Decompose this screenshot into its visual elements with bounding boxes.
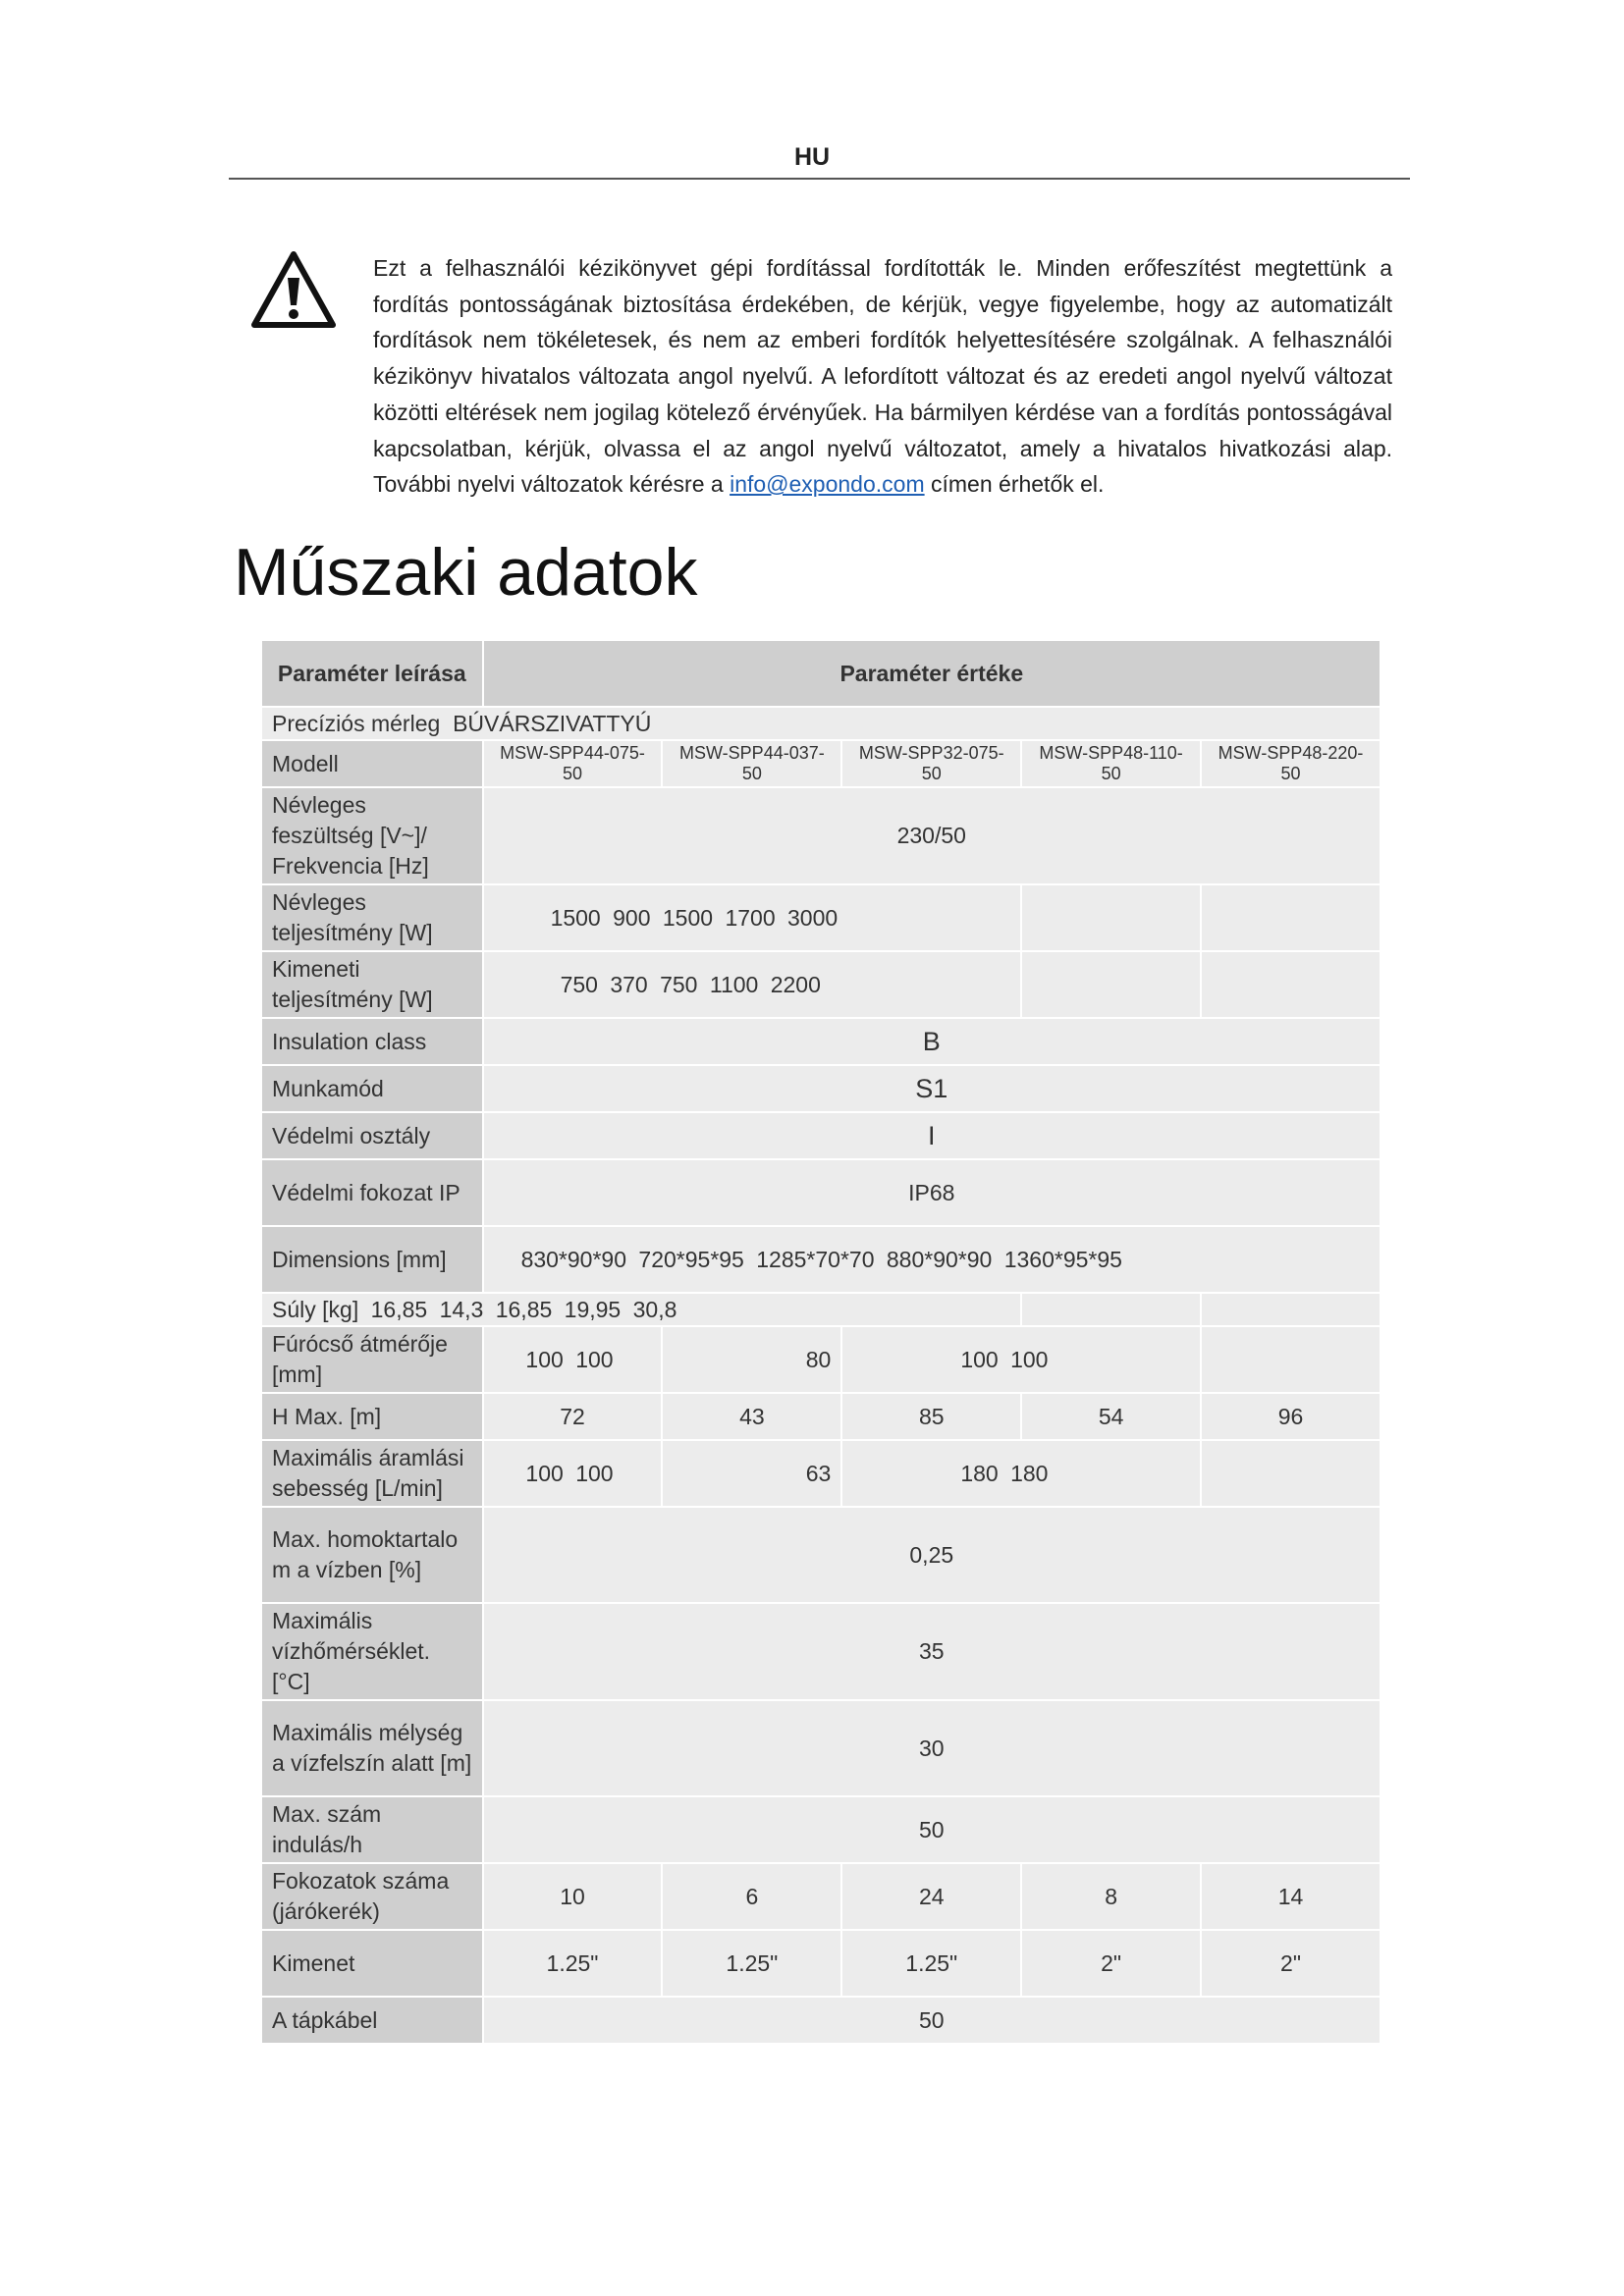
row-label: Fokozatok száma (járókerék) bbox=[262, 1864, 482, 1929]
row-label: Fúrócső átmérője [mm] bbox=[262, 1327, 482, 1392]
pipe-values-c bbox=[842, 1327, 1200, 1392]
model-cell: MSW-SPP44-037-50 bbox=[663, 741, 840, 786]
model-cell: MSW-SPP32-075-50 bbox=[842, 741, 1020, 786]
hmax-value: 43 bbox=[663, 1394, 840, 1439]
cable-value: 50 bbox=[484, 1998, 1380, 2043]
table-header-row bbox=[262, 641, 1380, 706]
value-item: 100 bbox=[960, 1346, 999, 1372]
empty-cell bbox=[1202, 1294, 1380, 1325]
value-item: 750 bbox=[660, 971, 698, 997]
value-item: 100 bbox=[525, 1460, 564, 1486]
model-cell: MSW-SPP44-075-50 bbox=[484, 741, 662, 786]
table-row bbox=[262, 708, 1380, 739]
table-row bbox=[262, 1797, 1380, 1862]
power-values bbox=[484, 885, 1021, 950]
row-label: Maximális áramlási sebesség [L/min] bbox=[262, 1441, 482, 1506]
table-row bbox=[262, 885, 1380, 950]
value-item: 2200 bbox=[770, 971, 821, 997]
stages-value: 10 bbox=[484, 1864, 662, 1929]
table-row bbox=[262, 1508, 1380, 1602]
flow-value-b: 63 bbox=[663, 1441, 840, 1506]
empty-cell bbox=[1202, 1441, 1380, 1506]
outlet-value: 1.25" bbox=[842, 1931, 1020, 1996]
empty-cell bbox=[1022, 1294, 1200, 1325]
value-item: 14,3 bbox=[439, 1296, 484, 1322]
row-label: Insulation class bbox=[262, 1019, 482, 1064]
model-cell: MSW-SPP48-220-50 bbox=[1202, 741, 1380, 786]
pipe-value-b: 80 bbox=[663, 1327, 840, 1392]
table-row bbox=[262, 1701, 1380, 1795]
table-row bbox=[262, 1931, 1380, 1996]
table-row bbox=[262, 1327, 1380, 1392]
row-label: H Max. [m] bbox=[262, 1394, 482, 1439]
value-item: 1360*95*95 bbox=[1003, 1246, 1122, 1272]
value-item: 1100 bbox=[709, 971, 759, 997]
table-row bbox=[262, 1227, 1380, 1292]
header-param: Paraméter leírása bbox=[262, 641, 482, 706]
hmax-value: 96 bbox=[1202, 1394, 1380, 1439]
ip-value: IP68 bbox=[484, 1160, 1380, 1225]
stages-value: 8 bbox=[1022, 1864, 1200, 1929]
value-item: 100 bbox=[525, 1346, 564, 1372]
table-row bbox=[262, 1019, 1380, 1064]
row-label: Maximális mélység a vízfelszín alatt [m] bbox=[262, 1701, 482, 1795]
table-row bbox=[262, 1394, 1380, 1439]
sand-value: 0,25 bbox=[484, 1508, 1380, 1602]
row-label: Maximális vízhőmérséklet. [°C] bbox=[262, 1604, 482, 1699]
table-row bbox=[262, 1294, 1380, 1325]
value-item: 16,85 bbox=[495, 1296, 553, 1322]
row-label: Kimeneti teljesítmény [W] bbox=[262, 952, 482, 1017]
hmax-value: 72 bbox=[484, 1394, 662, 1439]
table-row bbox=[262, 788, 1380, 883]
product-cell bbox=[262, 708, 1380, 739]
table-row bbox=[262, 741, 1380, 786]
value-item: 180 bbox=[960, 1460, 999, 1486]
row-label: Max. szám indulás/h bbox=[262, 1797, 482, 1862]
header-language: HU bbox=[793, 143, 831, 171]
pipe-values-a bbox=[484, 1327, 662, 1392]
hmax-value: 85 bbox=[842, 1394, 1020, 1439]
value-item: 830*90*90 bbox=[520, 1246, 627, 1272]
value-item: 370 bbox=[610, 971, 648, 997]
table-row bbox=[262, 1113, 1380, 1158]
notice-text-end: címen érhetők el. bbox=[931, 471, 1105, 498]
model-cell: MSW-SPP48-110-50 bbox=[1022, 741, 1200, 786]
row-label: Kimenet bbox=[262, 1931, 482, 1996]
weight-cell bbox=[262, 1294, 1020, 1325]
row-label: Modell bbox=[262, 741, 482, 786]
stages-value: 24 bbox=[842, 1864, 1020, 1929]
row-label: Dimensions [mm] bbox=[262, 1227, 482, 1292]
table-row bbox=[262, 1864, 1380, 1929]
row-label: Védelmi fokozat IP bbox=[262, 1160, 482, 1225]
mode-value: S1 bbox=[484, 1066, 1380, 1111]
depth-value: 30 bbox=[484, 1701, 1380, 1795]
product-value: BÚVÁRSZIVATTYÚ bbox=[453, 710, 652, 736]
table-row bbox=[262, 952, 1380, 1017]
table-row bbox=[262, 1604, 1380, 1699]
product-label: Precíziós mérleg bbox=[272, 710, 441, 736]
flow-values-c bbox=[842, 1441, 1200, 1506]
value-item: 750 bbox=[560, 971, 598, 997]
page-title: Műszaki adatok bbox=[234, 535, 698, 610]
value-item: 30,8 bbox=[632, 1296, 677, 1322]
value-item: 100 bbox=[1010, 1346, 1049, 1372]
empty-cell bbox=[1202, 885, 1380, 950]
temperature-value: 35 bbox=[484, 1604, 1380, 1699]
value-item: 3000 bbox=[787, 904, 839, 931]
row-label: Munkamód bbox=[262, 1066, 482, 1111]
value-item: 900 bbox=[613, 904, 651, 931]
value-item: 1500 bbox=[662, 904, 714, 931]
row-label: Max. homoktartalo m a vízben [%] bbox=[262, 1508, 482, 1602]
dimension-values bbox=[484, 1227, 1380, 1292]
table-row bbox=[262, 1441, 1380, 1506]
stages-value: 6 bbox=[663, 1864, 840, 1929]
outlet-value: 1.25" bbox=[663, 1931, 840, 1996]
table-row bbox=[262, 1998, 1380, 2043]
value-item: 1700 bbox=[725, 904, 776, 931]
hmax-value: 54 bbox=[1022, 1394, 1200, 1439]
warning-icon bbox=[250, 250, 337, 329]
email-link[interactable]: info@expondo.com bbox=[730, 471, 925, 498]
starts-value: 50 bbox=[484, 1797, 1380, 1862]
empty-cell bbox=[1022, 885, 1200, 950]
row-label: A tápkábel bbox=[262, 1998, 482, 2043]
row-label: Névleges teljesítmény [W] bbox=[262, 885, 482, 950]
value-item: 180 bbox=[1010, 1460, 1049, 1486]
insulation-value: B bbox=[484, 1019, 1380, 1064]
table-row bbox=[262, 1066, 1380, 1111]
stages-value: 14 bbox=[1202, 1864, 1380, 1929]
outlet-value: 1.25" bbox=[484, 1931, 662, 1996]
value-item: 1285*70*70 bbox=[756, 1246, 875, 1272]
flow-values-a bbox=[484, 1441, 662, 1506]
outlet-value: 2" bbox=[1202, 1931, 1380, 1996]
value-item: 100 bbox=[575, 1346, 614, 1372]
spec-table bbox=[260, 639, 1381, 2045]
value-item: 880*90*90 bbox=[886, 1246, 993, 1272]
value-item: 720*95*95 bbox=[638, 1246, 744, 1272]
row-label: Névleges feszültség [V~]/ Frekvencia [Hz] bbox=[262, 788, 482, 883]
header-rule bbox=[229, 178, 1410, 180]
table-row bbox=[262, 1160, 1380, 1225]
row-label: Súly [kg] bbox=[272, 1296, 359, 1322]
translation-notice bbox=[373, 250, 1392, 503]
row-label: Védelmi osztály bbox=[262, 1113, 482, 1158]
header-value: Paraméter értéke bbox=[484, 641, 1380, 706]
outlet-value: 2" bbox=[1022, 1931, 1200, 1996]
empty-cell bbox=[1022, 952, 1200, 1017]
value-item: 19,95 bbox=[564, 1296, 622, 1322]
empty-cell bbox=[1202, 952, 1380, 1017]
value-item: 16,85 bbox=[370, 1296, 428, 1322]
value-item: 1500 bbox=[550, 904, 601, 931]
value-item: 100 bbox=[575, 1460, 614, 1486]
output-values bbox=[484, 952, 1021, 1017]
empty-cell bbox=[1202, 1327, 1380, 1392]
protection-class-value: I bbox=[484, 1113, 1380, 1158]
notice-text: Ezt a felhasználói kézikönyvet gépi fordítással fordították le. Minden erőfeszítést megtettünk a fordítás pontosságának biztosítása érdekében, de kérjük, vegye figyelembe, hogy az automatizált fordítások nem tökéletesek, és nem az emberi fordítók helyettesítésére szolgálnak. A felhasználói kézikönyv hivatalos változata angol nyelvű. A lefordított változat és az eredeti angol nyelvű változat közötti eltérések nem jogilag kötelező érvényűek. Ha bármilyen kérdése van a fordítás pontosságával kapcsolatban, kérjük, olvassa el az angol nyelvű változatot, amely a hivatalos hivatkozási alap. További nyelvi változatok kérésre a bbox=[373, 255, 1392, 498]
voltage-value: 230/50 bbox=[484, 788, 1380, 883]
